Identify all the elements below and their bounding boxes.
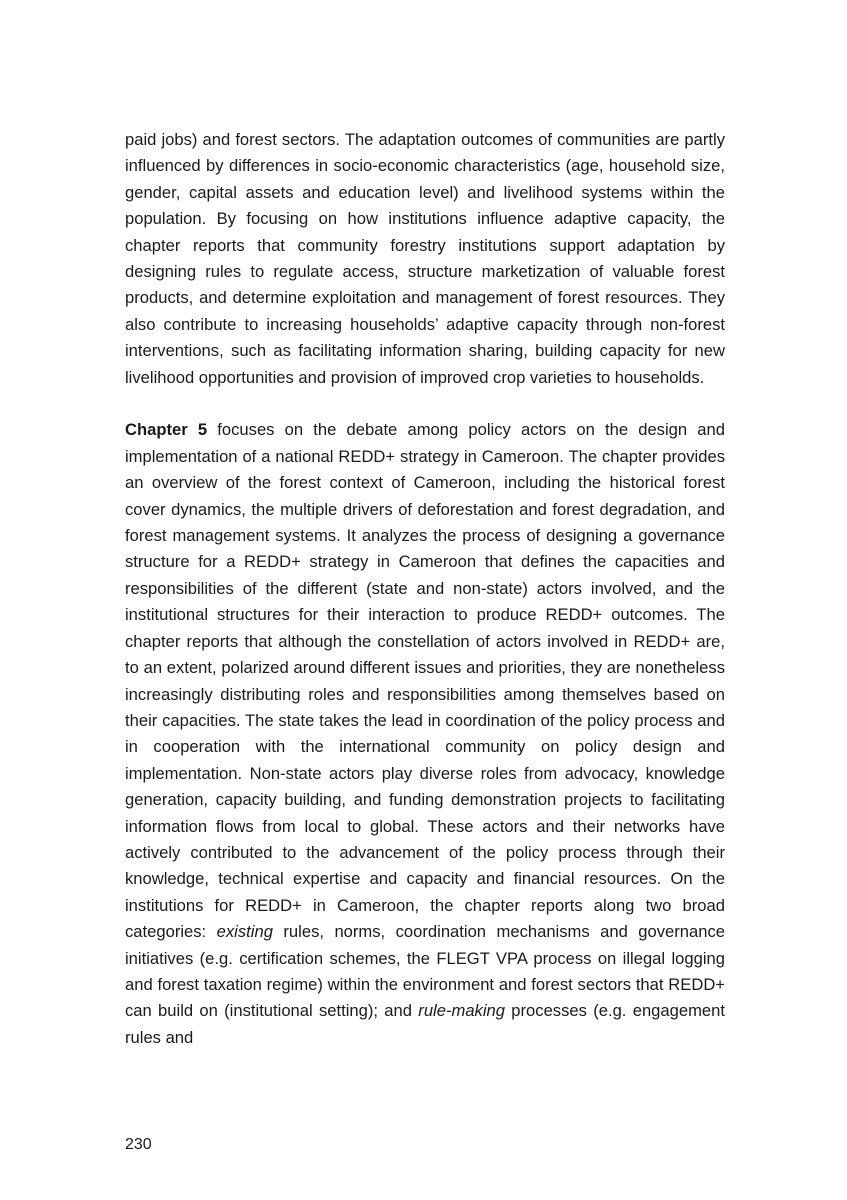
paragraph-1 [125, 127, 725, 391]
emphasis-existing: existing [216, 922, 273, 942]
paragraph-2-text-b: rules, norms, coordination mechanisms and governance initiatives (e.g. certification schemes, the FLEGT VPA process on illegal logging and forest taxation regime) within the environment and forest sectors that REDD+ can build on (institutional setting); and [125, 922, 726, 1021]
paragraph-1-text: paid jobs) and forest sectors. The adaptation outcomes of communities are partly influenced by differences in socio-economic characteristics (age, household size, gender, capital assets and education level) and livelihood systems within the population. By focusing on how institutions influence adaptive capacity, the chapter reports that community forestry institutions support adaptation by designing rules to regulate access, structure marketization of valuable forest products, and determine exploitation and management of forest resources. They also contribute to increasing households’ adaptive capacity through non-forest interventions, such as facilitating information sharing, building capacity for new livelihood opportunities and provision of improved crop varieties to households. [125, 130, 725, 387]
paragraph-2-text-c: processes (e.g. engagement rules and [125, 1001, 725, 1047]
emphasis-rule-making: rule-making [418, 1001, 505, 1021]
chapter-5-label: Chapter 5 [125, 420, 208, 440]
paragraph-2 [125, 417, 725, 1051]
page-body [125, 127, 725, 1051]
page-number: 230 [125, 1136, 152, 1153]
paragraph-2-text-a: focuses on the debate among policy actors on the design and implementation of a national REDD+ strategy in Cameroon. The chapter provides an overview of the forest context of Cameroon, including the historical forest cover dynamics, the multiple drivers of deforestation and forest degradation, and forest management systems. It analyzes the process of designing a governance structure for a REDD+ strategy in Cameroon that defines the capacities and responsibilities of the different (state and non-state) actors involved, and the institutional structures for their interaction to produce REDD+ outcomes. The chapter reports that although the constellation of actors involved in REDD+ are, to an extent, polarized around different issues and priorities, they are nonetheless increasingly distributing roles and responsibilities among themselves based on their capacities. The state takes the lead in coordination of the policy process and in cooperation with the international community on policy design and implementation. Non-state actors play diverse roles from advocacy, knowledge generation, capacity building, and funding demonstration projects to facilitating information flows from local to global. These actors and their networks have actively contributed to the advancement of the policy process through their knowledge, technical expertise and capacity and financial resources. On the institutions for REDD+ in Cameroon, the chapter reports along two broad categories: [125, 420, 725, 942]
